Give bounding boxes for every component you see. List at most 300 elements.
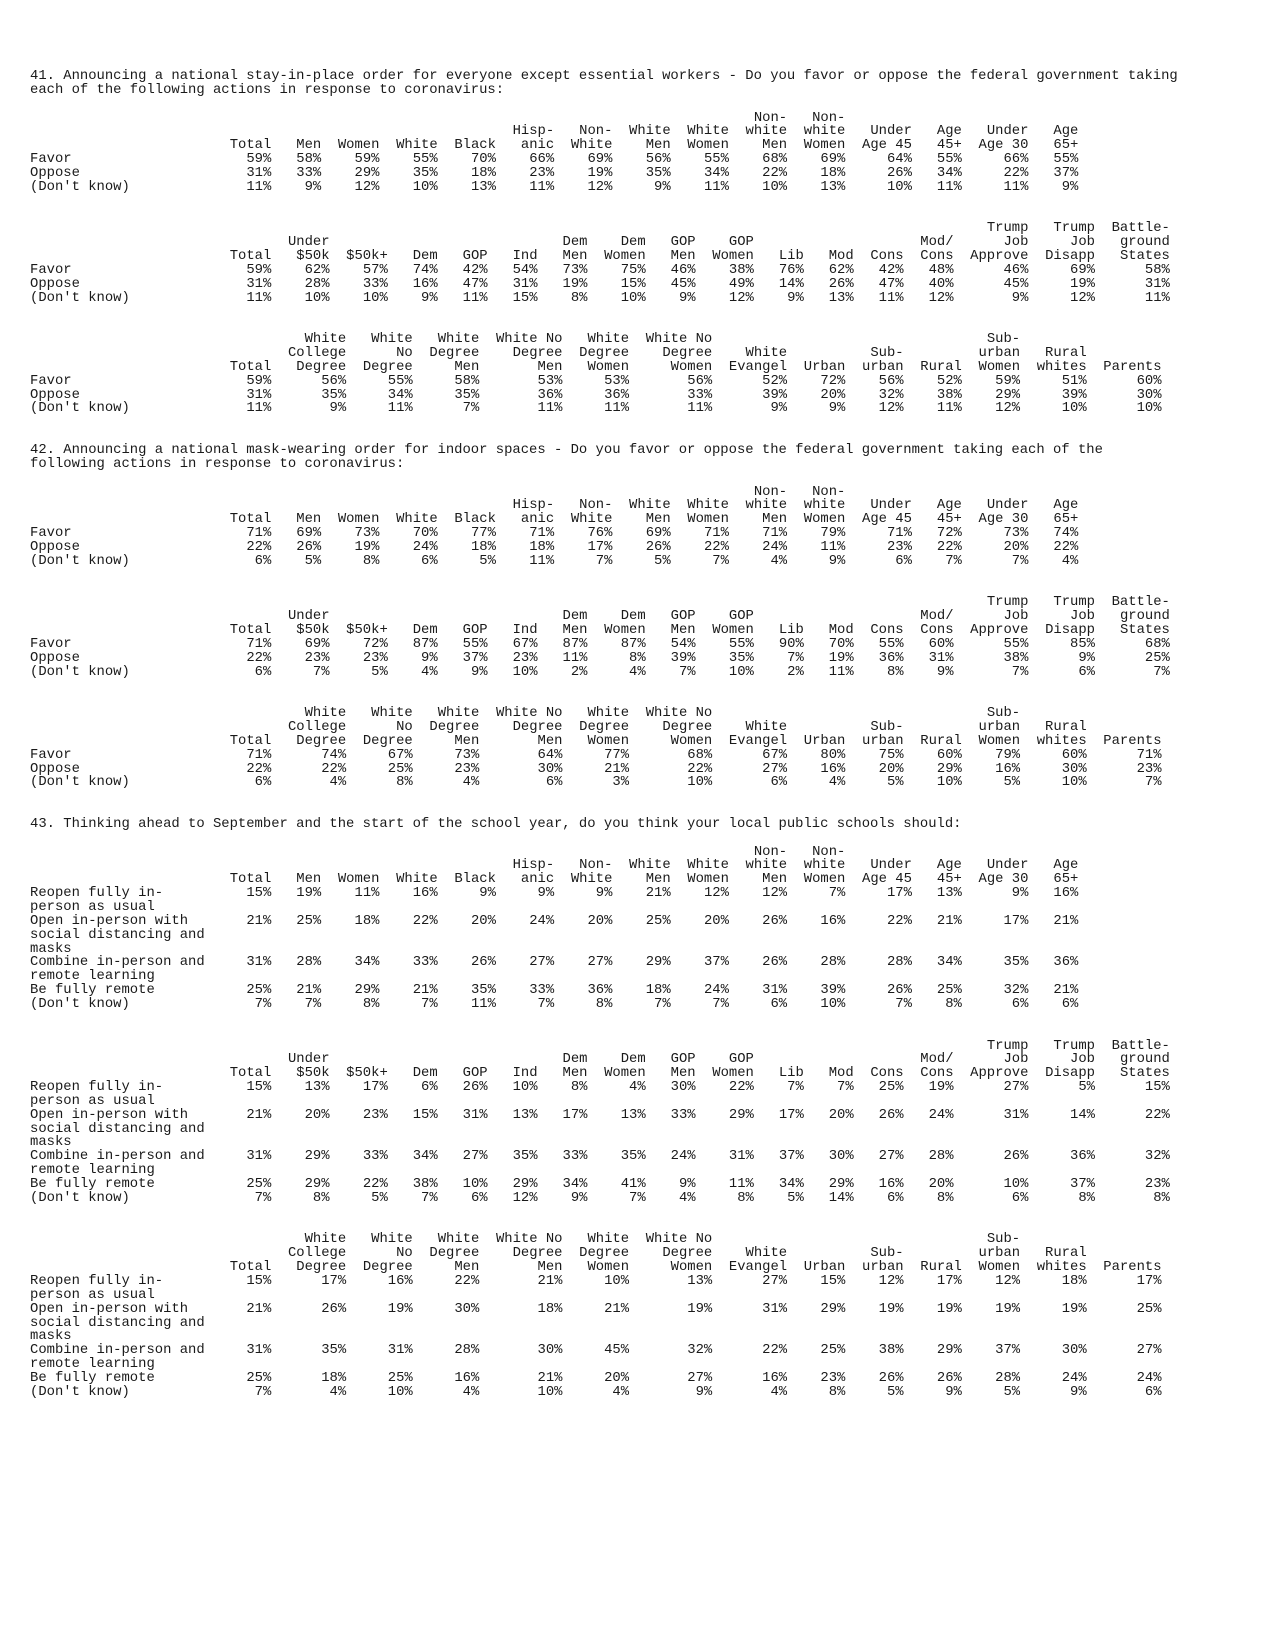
column-header: Evangel: [728, 732, 788, 749]
cell-value: 85%: [1070, 635, 1095, 652]
column-header: Women: [712, 622, 754, 638]
column-header: White: [304, 331, 347, 348]
cell-value: 11%: [604, 400, 630, 417]
cell-value: 54%: [512, 261, 538, 278]
column-header: Total: [229, 622, 272, 638]
column-header: White No: [495, 705, 563, 722]
column-header: Sub-: [986, 1231, 1021, 1248]
cell-value: 55%: [703, 151, 729, 168]
cell-value: 28%: [928, 1148, 954, 1165]
cell-value: 54%: [670, 635, 696, 652]
cell-value: 33%: [670, 1106, 696, 1123]
cell-value: 9%: [936, 663, 954, 680]
cell-value: 56%: [687, 372, 713, 389]
column-header: $50k+: [346, 248, 388, 265]
cell-value: 13%: [512, 1106, 538, 1123]
column-header: White: [437, 331, 480, 348]
cell-value: 21%: [936, 912, 962, 929]
column-header: Degree: [512, 345, 563, 361]
column-header: Women: [803, 511, 846, 528]
cell-value: 11%: [246, 289, 272, 306]
cell-value: 69%: [296, 525, 322, 542]
column-header: White: [687, 857, 729, 874]
cell-value: 13%: [687, 1272, 713, 1289]
column-header: White: [587, 331, 630, 348]
cell-value: 30%: [1061, 1342, 1087, 1359]
column-header: Men: [670, 622, 696, 638]
column-header: Rural: [920, 732, 962, 749]
cell-value: 9%: [1061, 178, 1079, 195]
row-label: Open in-person with: [30, 1106, 189, 1123]
cell-value: 11%: [529, 178, 555, 195]
cell-value: 27%: [762, 760, 788, 777]
column-header: Ind: [512, 622, 538, 638]
column-header: 65+: [1053, 871, 1079, 888]
cell-value: 25%: [246, 1369, 272, 1386]
cell-value: 59%: [246, 151, 272, 168]
cell-value: 34%: [936, 164, 962, 181]
column-header: Age: [1053, 857, 1079, 874]
column-header: Total: [229, 871, 272, 888]
cell-value: 26%: [886, 164, 912, 181]
cell-value: 15%: [620, 275, 646, 292]
cell-value: 15%: [412, 1106, 438, 1123]
column-header: Total: [229, 1065, 272, 1082]
column-header: Total: [229, 248, 272, 265]
cell-value: 8%: [595, 995, 613, 1012]
cell-value: 22%: [762, 1342, 788, 1359]
cell-value: 7%: [678, 663, 696, 680]
column-header: White: [371, 331, 413, 348]
cell-value: 31%: [762, 1300, 788, 1317]
cell-value: 29%: [936, 760, 962, 777]
column-header: Women: [587, 732, 630, 749]
cell-value: 16%: [412, 275, 438, 292]
column-header: Rural: [920, 1259, 962, 1276]
cell-value: 11%: [462, 289, 488, 306]
column-header: Non-: [753, 843, 788, 860]
cell-value: 37%: [703, 954, 729, 971]
cell-value: 16%: [412, 885, 438, 902]
cell-value: 16%: [820, 912, 846, 929]
cell-value: 6%: [1078, 663, 1095, 680]
column-header: Men: [645, 137, 671, 154]
cell-value: 71%: [886, 525, 912, 542]
column-header: urban: [978, 1245, 1021, 1262]
column-header: urban: [978, 345, 1021, 361]
column-header: Lib: [778, 248, 804, 265]
column-header: Dem: [562, 234, 588, 251]
column-header: Urban: [803, 732, 846, 749]
cell-value: 15%: [820, 1272, 846, 1289]
cell-value: 16%: [878, 1176, 904, 1192]
cell-value: 71%: [762, 525, 788, 542]
cell-value: 73%: [354, 525, 380, 542]
column-header: Ind: [512, 248, 538, 265]
cell-value: 4%: [462, 774, 480, 791]
cell-value: 34%: [778, 1176, 804, 1192]
cell-value: 38%: [878, 1342, 904, 1359]
cell-value: 31%: [1003, 1106, 1029, 1123]
cell-value: 12%: [762, 885, 788, 902]
question-title: following actions in response to coronavirus:: [30, 455, 405, 472]
column-header: Men: [537, 732, 563, 749]
column-header: Dem: [412, 248, 438, 265]
column-header: ground: [1119, 234, 1170, 251]
cell-value: 35%: [1003, 954, 1029, 971]
cell-value: 38%: [1003, 649, 1029, 666]
cell-value: 22%: [1053, 538, 1079, 555]
column-header: Non-: [812, 109, 846, 126]
column-header: Battle-: [1111, 1037, 1170, 1054]
cell-value: 26%: [878, 1369, 904, 1386]
row-label: Oppose: [30, 538, 80, 555]
cell-value: 11%: [246, 178, 272, 195]
column-header: Job: [1070, 234, 1095, 251]
column-header: Men: [562, 248, 588, 265]
cell-value: 30%: [828, 1148, 854, 1165]
cell-value: 5%: [886, 774, 904, 791]
cell-value: 7%: [1144, 774, 1162, 791]
cell-value: 4%: [770, 1383, 788, 1400]
cell-value: 10%: [412, 178, 438, 195]
cell-value: 3%: [612, 774, 630, 791]
column-header: White: [629, 857, 671, 874]
row-label: Oppose: [30, 649, 80, 666]
cell-value: 51%: [1061, 372, 1087, 389]
cell-value: 25%: [645, 912, 671, 929]
column-header: anic: [520, 137, 555, 154]
cell-value: 6%: [254, 552, 272, 569]
cell-value: 33%: [362, 1148, 388, 1165]
cell-value: 38%: [728, 261, 754, 278]
column-header: Degree: [429, 345, 480, 361]
cell-value: 59%: [246, 261, 272, 278]
column-header: Men: [296, 137, 322, 154]
cell-value: 4%: [462, 1383, 480, 1400]
cell-value: 33%: [529, 982, 555, 999]
cell-value: 58%: [454, 372, 480, 389]
column-header: Dem: [620, 608, 646, 625]
row-label: remote learning: [30, 968, 155, 985]
cell-value: 31%: [462, 1106, 488, 1123]
cell-value: 75%: [878, 746, 904, 763]
cell-value: 10%: [1061, 400, 1087, 417]
column-header: Cons: [920, 1065, 954, 1082]
cell-value: 12%: [878, 400, 904, 417]
column-header: Sub-: [986, 705, 1021, 722]
cell-value: 23%: [1136, 760, 1162, 777]
cell-value: 12%: [878, 1272, 904, 1289]
column-header: GOP: [462, 1065, 488, 1082]
cell-value: 58%: [1144, 261, 1170, 278]
cell-value: 18%: [820, 164, 846, 181]
cell-value: 14%: [1070, 1106, 1095, 1123]
cell-value: 57%: [362, 261, 388, 278]
cell-value: 9%: [329, 400, 347, 417]
cell-value: 21%: [604, 760, 630, 777]
cell-value: 29%: [728, 1106, 754, 1123]
cell-value: 37%: [1053, 164, 1079, 181]
cell-value: 71%: [246, 525, 272, 542]
cell-value: 22%: [886, 912, 912, 929]
cell-value: 56%: [878, 372, 904, 389]
column-header: Hisp-: [512, 123, 555, 140]
row-label: (Don't know): [30, 552, 130, 569]
cell-value: 21%: [537, 1272, 563, 1289]
question-title: each of the following actions in response to coronavirus:: [30, 81, 505, 98]
column-header: GOP: [728, 234, 754, 251]
cell-value: 64%: [886, 151, 912, 168]
column-header: $50k+: [346, 622, 388, 638]
cell-value: 4%: [1061, 552, 1079, 569]
column-header: Women: [712, 1065, 754, 1082]
cell-value: 68%: [687, 746, 713, 763]
cell-value: 11%: [387, 400, 413, 417]
column-header: $50k: [296, 622, 330, 638]
cell-value: 14%: [778, 275, 804, 292]
cell-value: 79%: [995, 746, 1021, 763]
cell-value: 11%: [1144, 289, 1170, 306]
column-header: 45+: [936, 511, 962, 528]
column-header: White No: [645, 331, 713, 348]
cell-value: 9%: [479, 885, 496, 902]
column-header: Men: [454, 1259, 480, 1276]
cell-value: 29%: [820, 1300, 846, 1317]
cell-value: 66%: [1003, 151, 1029, 168]
cell-value: 13%: [304, 1079, 330, 1096]
column-header: Dem: [562, 608, 588, 625]
cell-value: 35%: [728, 649, 754, 666]
cell-value: 9%: [787, 289, 804, 306]
cell-value: 10%: [1061, 774, 1087, 791]
cell-value: 4%: [329, 774, 347, 791]
cell-value: 35%: [321, 386, 347, 403]
cell-value: 24%: [762, 538, 788, 555]
cell-value: 11%: [529, 552, 555, 569]
cell-value: 35%: [454, 386, 480, 403]
column-header: College: [287, 718, 347, 735]
column-header: Degree: [296, 1259, 347, 1276]
column-header: Sub-: [870, 345, 904, 361]
row-label: Open in-person with: [30, 912, 189, 929]
cell-value: 8%: [312, 1189, 330, 1206]
cell-value: 49%: [728, 275, 754, 292]
column-header: Age: [1053, 497, 1079, 514]
cell-value: 62%: [828, 261, 854, 278]
cell-value: 7%: [837, 1079, 854, 1096]
column-header: Age 45: [862, 871, 912, 888]
column-header: White: [437, 705, 480, 722]
column-header: ground: [1119, 608, 1170, 625]
cell-value: 64%: [537, 746, 563, 763]
cell-value: 7%: [304, 995, 322, 1012]
cell-value: 46%: [670, 261, 696, 278]
cell-value: 28%: [296, 954, 322, 971]
cell-value: 11%: [703, 178, 729, 195]
cell-value: 11%: [936, 400, 962, 417]
cell-value: 11%: [1003, 178, 1029, 195]
column-header: White: [629, 123, 671, 140]
column-header: $50k: [296, 1065, 330, 1082]
cell-value: 55%: [462, 635, 488, 652]
cell-value: 6%: [1011, 995, 1029, 1012]
column-header: Hisp-: [512, 857, 555, 874]
column-header: Approve: [970, 622, 1029, 638]
cell-value: 11%: [878, 289, 904, 306]
cell-value: 35%: [512, 1148, 538, 1165]
cell-value: 55%: [1003, 635, 1029, 652]
cell-value: 19%: [587, 164, 613, 181]
cell-value: 6%: [770, 995, 788, 1012]
cell-value: 8%: [737, 1189, 754, 1206]
cell-value: 9%: [678, 289, 696, 306]
column-header: Degree: [296, 358, 347, 375]
cell-value: 25%: [387, 1369, 413, 1386]
cell-value: 33%: [296, 164, 322, 181]
cell-value: 19%: [687, 1300, 713, 1317]
column-header: Trump: [986, 220, 1029, 237]
column-header: Women: [670, 1259, 713, 1276]
cell-value: 6%: [1011, 1189, 1029, 1206]
column-header: Job: [1070, 608, 1095, 625]
column-header: $50k: [296, 248, 330, 265]
column-header: Women: [978, 358, 1021, 375]
cell-value: 9%: [1078, 649, 1095, 666]
cell-value: 33%: [362, 275, 388, 292]
cell-value: 22%: [936, 538, 962, 555]
column-header: Degree: [662, 718, 713, 735]
cell-value: 21%: [412, 982, 438, 999]
cell-value: 6%: [1061, 995, 1079, 1012]
cell-value: 74%: [1053, 525, 1079, 542]
cell-value: 20%: [304, 1106, 330, 1123]
cell-value: 21%: [246, 1300, 272, 1317]
cell-value: 10%: [512, 1079, 538, 1096]
cell-value: 77%: [604, 746, 630, 763]
column-header: White: [396, 137, 438, 154]
cell-value: 25%: [1144, 649, 1170, 666]
column-header: Women: [604, 248, 646, 265]
cell-value: 11%: [820, 538, 846, 555]
column-header: White: [371, 1231, 413, 1248]
column-header: White: [587, 1231, 630, 1248]
cell-value: 10%: [620, 289, 646, 306]
cell-value: 25%: [387, 760, 413, 777]
cell-value: 20%: [1003, 538, 1029, 555]
cell-value: 75%: [620, 261, 646, 278]
cell-value: 7%: [1011, 552, 1029, 569]
row-label: masks: [30, 1328, 72, 1345]
column-header: Hisp-: [512, 497, 555, 514]
cell-value: 7%: [537, 995, 555, 1012]
cell-value: 22%: [246, 649, 272, 666]
column-header: whites: [1036, 1259, 1087, 1276]
cell-value: 26%: [645, 538, 671, 555]
column-header: Sub-: [986, 331, 1021, 348]
cell-value: 26%: [886, 982, 912, 999]
cell-value: 7%: [421, 1189, 438, 1206]
cell-value: 56%: [645, 151, 671, 168]
cell-value: 12%: [928, 289, 954, 306]
column-header: Parents: [1103, 1259, 1162, 1276]
cell-value: 16%: [1053, 885, 1079, 902]
column-header: Men: [296, 871, 322, 888]
cell-value: 20%: [470, 912, 496, 929]
column-header: Under: [986, 857, 1029, 874]
cell-value: 32%: [687, 1342, 713, 1359]
cell-value: 90%: [778, 635, 804, 652]
cell-value: 36%: [537, 386, 563, 403]
cell-value: 9%: [595, 885, 613, 902]
column-header: Degree: [512, 1245, 563, 1262]
cell-value: 28%: [886, 954, 912, 971]
column-header: Non-: [753, 109, 788, 126]
cell-value: 21%: [537, 1369, 563, 1386]
cell-value: 87%: [562, 635, 588, 652]
cell-value: 55%: [728, 635, 754, 652]
column-header: Sub-: [870, 1245, 904, 1262]
cell-value: 23%: [304, 649, 330, 666]
cell-value: 5%: [304, 552, 322, 569]
column-header: States: [1119, 1065, 1170, 1082]
cell-value: 71%: [529, 525, 555, 542]
row-label: (Don't know): [30, 1189, 130, 1206]
cell-value: 25%: [246, 1176, 272, 1192]
cell-value: 28%: [820, 954, 846, 971]
cell-value: 55%: [387, 372, 413, 389]
row-label: Reopen fully in-: [30, 1079, 164, 1096]
cell-value: 9%: [570, 1189, 588, 1206]
column-header: Total: [229, 511, 272, 528]
cell-value: 7%: [254, 1189, 272, 1206]
cell-value: 10%: [886, 178, 912, 195]
cell-value: 11%: [470, 995, 496, 1012]
cell-value: 7%: [787, 649, 804, 666]
column-header: No: [396, 1245, 413, 1262]
cell-value: 7%: [312, 663, 330, 680]
column-header: Women: [687, 137, 729, 154]
cell-value: 10%: [462, 1176, 488, 1192]
cell-value: 5%: [371, 663, 388, 680]
row-label: Be fully remote: [30, 982, 155, 999]
column-header: Women: [587, 358, 630, 375]
cell-value: 10%: [537, 1383, 563, 1400]
row-label: Open in-person with: [30, 1300, 189, 1317]
column-header: Mod: [828, 1065, 854, 1082]
column-header: Men: [762, 511, 788, 528]
cell-value: 19%: [936, 1300, 962, 1317]
column-header: GOP: [728, 608, 754, 625]
cell-value: 9%: [421, 649, 438, 666]
column-header: ground: [1119, 1051, 1170, 1068]
column-header: Dem: [620, 1051, 646, 1068]
cell-value: 5%: [1003, 1383, 1021, 1400]
cell-value: 42%: [878, 261, 904, 278]
cell-value: 11%: [562, 649, 588, 666]
cell-value: 33%: [562, 1148, 588, 1165]
cell-value: 10%: [1003, 1176, 1029, 1192]
column-header: urban: [862, 358, 904, 375]
cell-value: 7%: [254, 1383, 272, 1400]
cell-value: 18%: [537, 1300, 563, 1317]
cell-value: 7%: [254, 995, 272, 1012]
cell-value: 21%: [604, 1300, 630, 1317]
cell-value: 21%: [1053, 912, 1079, 929]
column-header: Degree: [429, 718, 480, 735]
cell-value: 5%: [1078, 1079, 1095, 1096]
cell-value: 9%: [304, 178, 322, 195]
